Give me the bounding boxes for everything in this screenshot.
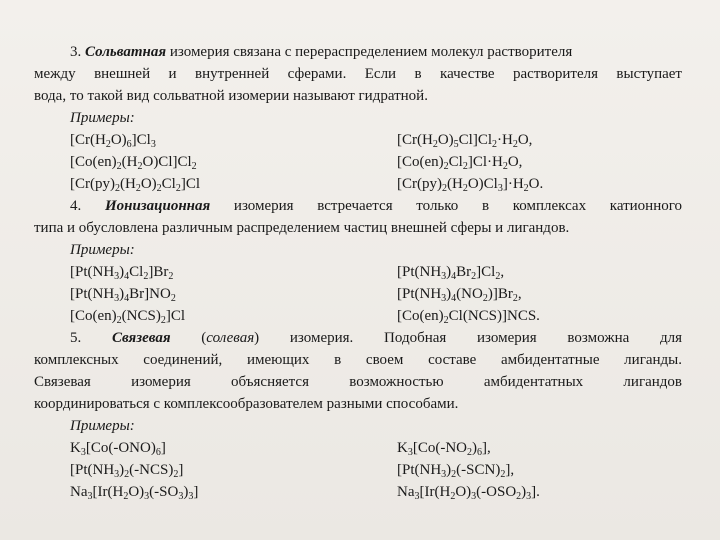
section-3-term: Сольватная: [85, 44, 167, 60]
formula-right: $[Co(en)_2Cl_2]Cl\cdot H_2O$,: [397, 154, 523, 172]
section-5-line-3: Связевая изомерия объясняется возможностью амбидентатных лигандов: [34, 374, 682, 390]
formula-right: $K_3[Co(-NO_2)_6]$,: [397, 440, 491, 458]
formula-right: $[Pt(NH_3)_4Br_2]Cl_2$,: [397, 264, 505, 282]
section-5-line-4: координироваться с комплексообразователем разными способами.: [34, 396, 459, 412]
examples-label-1: Примеры:: [70, 110, 135, 126]
formula-row: [70, 482, 682, 502]
section-4-number: 4.: [70, 198, 82, 214]
section-3-text: изомерия связана с перераспределением молекул растворителя: [169, 44, 573, 60]
formula-right: $[Pt(NH_3)_4(NO_2)]Br_2$,: [397, 286, 522, 304]
formula-right: $[Co(en)_2Cl(NCS)]NCS$.: [397, 308, 540, 326]
section-3-line-2: между внешней и внутренней сферами. Если в качестве растворителя выступает: [34, 66, 682, 82]
formula-left: $[Pt(NH_3)_4Br]NO_2$: [70, 286, 176, 304]
formula-row: [70, 306, 682, 326]
formula-row: [70, 460, 682, 480]
section-4-first-line: [70, 196, 682, 216]
section-5-alt-term-text: солевая: [206, 330, 255, 346]
formula-row: [70, 152, 682, 172]
section-3-first-line: [70, 42, 682, 62]
formula-row: [70, 284, 682, 304]
section-3-line-3: вода, то такой вид сольватной изомерии называют гидратной.: [34, 88, 428, 104]
formula-left: $Na_3[Ir(H_2O)_3(-SO_3)_3]$: [70, 484, 199, 502]
formula-row: [70, 130, 682, 150]
section-5-first-line: [70, 328, 682, 348]
formula-row: [70, 438, 682, 458]
formula-left: $[Cr(py)_2(H_2O)_2Cl_2]Cl$: [70, 176, 201, 194]
formula-right: $[Cr(py)_2(H_2O)Cl_3]\cdot H_2O$.: [397, 176, 544, 194]
section-4-text: изомерия встречается только в комплексах катионного: [233, 198, 683, 214]
formula-left: $[Co(en)_2(H_2O)Cl]Cl_2$: [70, 154, 197, 172]
examples-label-3: Примеры:: [70, 418, 135, 434]
formula-row: [70, 174, 682, 194]
section-3-number: 3.: [70, 44, 82, 60]
formula-left: $[Co(en)_2(NCS)_2]Cl$: [70, 308, 185, 326]
formula-right: $Na_3[Ir(H_2O)_3(-OSO_2)_3]$.: [397, 484, 540, 502]
formula-left: $[Pt(NH_3)_2(-NCS)_2]$: [70, 462, 184, 480]
formula-left: $K_3[Co(-ONO)_6]$: [70, 440, 166, 458]
section-5-term: Связевая: [111, 330, 171, 346]
formula-right: $[Pt(NH_3)_2(-SCN)_2]$,: [397, 462, 515, 480]
section-5-text: изомерия. Подобная изомерия возможна для: [289, 330, 683, 346]
section-5-line-2: комплексных соединений, имеющих в своем составе амбидентатные лиганды.: [34, 352, 682, 368]
formula-left: $[Cr(H_2O)_6]Cl_3$: [70, 132, 156, 150]
examples-label-2: Примеры:: [70, 242, 135, 258]
section-5-alt-term: (солевая): [201, 330, 260, 346]
section-5-number: 5.: [70, 330, 82, 346]
formula-left: $[Pt(NH_3)_4Cl_2]Br_2$: [70, 264, 174, 282]
section-4-line-2: типа и обусловлена различным распределением частиц внешней сферы и лигандов.: [34, 220, 570, 236]
formula-right: $[Cr(H_2O)_5Cl]Cl_2\cdot H_2O$,: [397, 132, 533, 150]
formula-row: [70, 262, 682, 282]
section-4-term: Ионизационная: [104, 198, 211, 214]
